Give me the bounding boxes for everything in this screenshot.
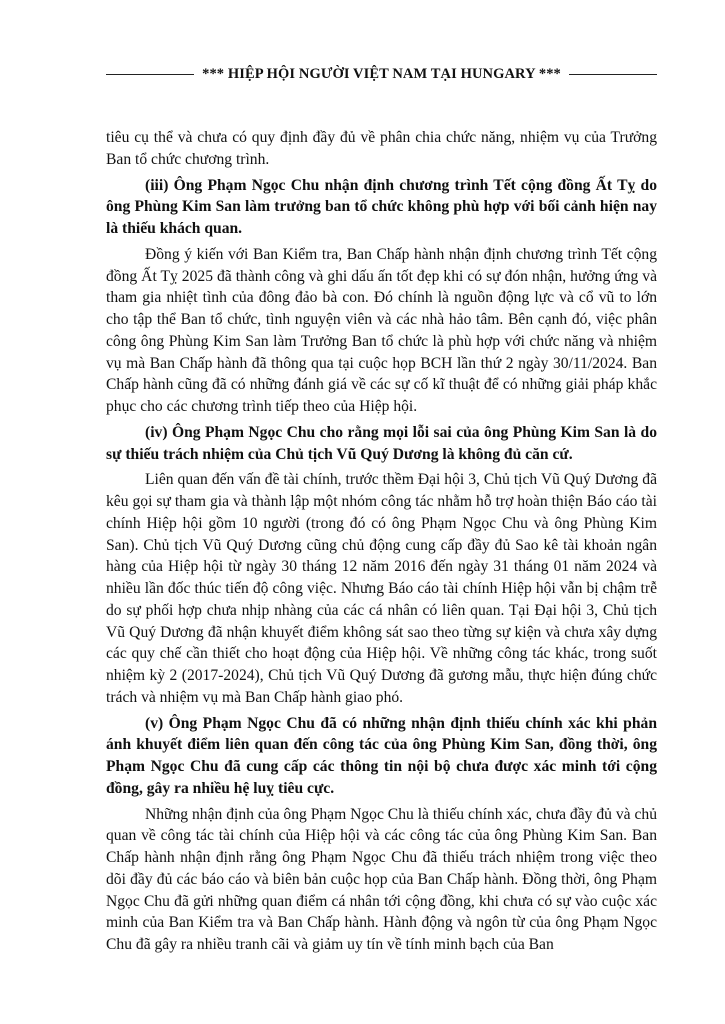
header-rule-right — [569, 74, 657, 75]
section-heading-iii: (iii) Ông Phạm Ngọc Chu nhận định chương trình Tết cộng đồng Ất Tỵ do ông Phùng Kim San làm trưởng ban tổ chức không phù hợp với bối cảnh hiện nay là thiếu khách quan. — [106, 176, 657, 237]
paragraph-continuation: tiêu cụ thể và chưa có quy định đầy đủ về phân chia chức năng, nhiệm vụ của Trưởng Ban tổ chức chương trình. — [106, 129, 657, 168]
page-header — [106, 64, 657, 84]
document-body — [106, 127, 657, 960]
paragraph-assessment: Những nhận định của ông Phạm Ngọc Chu là thiếu chính xác, chưa đầy đủ và chủ quan về công tác tài chính của Hiệp hội và các công tác của ông Phùng Kim San. Ban Chấp hành nhận định rằng ông Phạm Ngọc Chu đã thiếu trách nhiệm trong việc theo dõi đầy đủ các báo cáo và biên bản cuộc họp của Ban Chấp hành. Đồng thời, ông Phạm Ngọc Chu đã gửi những quan điểm cá nhân tới cộng đồng, khi chưa có sự vào cuộc xác minh của Ban Kiểm tra và Ban Chấp hành. Hành động và ngôn từ của ông Phạm Ngọc Chu đã gây ra nhiều tranh cãi và giảm uy tín về tính minh bạch của Ban — [106, 805, 657, 953]
paragraph-finance: Liên quan đến vấn đề tài chính, trước thềm Đại hội 3, Chủ tịch Vũ Quý Dương đã kêu gọi sự tham gia và thành lập một nhóm công tác nhằm hỗ trợ hoàn thiện Báo cáo tài chính Hiệp hội gồm 10 người (trong đó có ông Phạm Ngọc Chu và ông Phùng Kim San). Chủ tịch Vũ Quý Dương cũng chủ động cung cấp đầy đủ Sao kê tài khoản ngân hàng của Hiệp hội từ ngày 30 tháng 12 năm 2016 đến ngày 31 tháng 01 năm 2024 và nhiều lần đốc thúc tiến độ công việc. Nhưng Báo cáo tài chính Hiệp hội vẫn bị chậm trễ do sự phối hợp chưa nhịp nhàng của các cá nhân có liên quan. Tại Đại hội 3, Chủ tịch Vũ Quý Dương đã nhận khuyết điểm không sát sao theo từng sự kiện và chưa xây dựng các quy chế cần thiết cho hoạt động của Hiệp hội. Về những công tác khác, trong suốt nhiệm kỳ 2 (2017-2024), Chủ tịch Vũ Quý Dương đã gương mẫu, thực hiện đúng chức trách và nhiệm vụ mà Ban Chấp hành giao phó. — [106, 471, 657, 706]
header-title: *** HIỆP HỘI NGƯỜI VIỆT NAM TẠI HUNGARY *** — [202, 65, 561, 82]
section-heading-v: (v) Ông Phạm Ngọc Chu đã có những nhận định thiếu chính xác khi phản ánh khuyết điểm liên quan đến công tác của ông Phùng Kim San, đồng thời, ông Phạm Ngọc Chu đã cung cấp các thông tin nội bộ chưa được xác minh tới cộng đồng, gây ra nhiều hệ luỵ tiêu cực. — [106, 714, 657, 797]
paragraph-tet-program: Đồng ý kiến với Ban Kiểm tra, Ban Chấp hành nhận định chương trình Tết cộng đồng Ất Tỵ 2025 đã thành công và ghi dấu ấn tốt đẹp khi có sự đón nhận, hưởng ứng và tham gia nhiệt tình của đông đảo bà con. Đó chính là nguồn động lực và cổ vũ to lớn cho tập thể Ban tổ chức, tình nguyện viên và các nhà hảo tâm. Bên cạnh đó, việc phân công ông Phùng Kim San làm Trưởng Ban tổ chức là phù hợp với chức năng và nhiệm vụ mà Ban Chấp hành đã thông qua tại cuộc họp BCH lần thứ 2 ngày 30/11/2024. Ban Chấp hành cũng đã có những đánh giá về các sự cố kĩ thuật để có những giải pháp khắc phục cho các chương trình tiếp theo của Hiệp hội. — [106, 245, 657, 415]
header-rule-left — [106, 74, 194, 75]
section-heading-iv: (iv) Ông Phạm Ngọc Chu cho rằng mọi lỗi sai của ông Phùng Kim San là do sự thiếu trách nhiệm của Chủ tịch Vũ Quý Dương là không đủ căn cứ. — [106, 423, 657, 463]
